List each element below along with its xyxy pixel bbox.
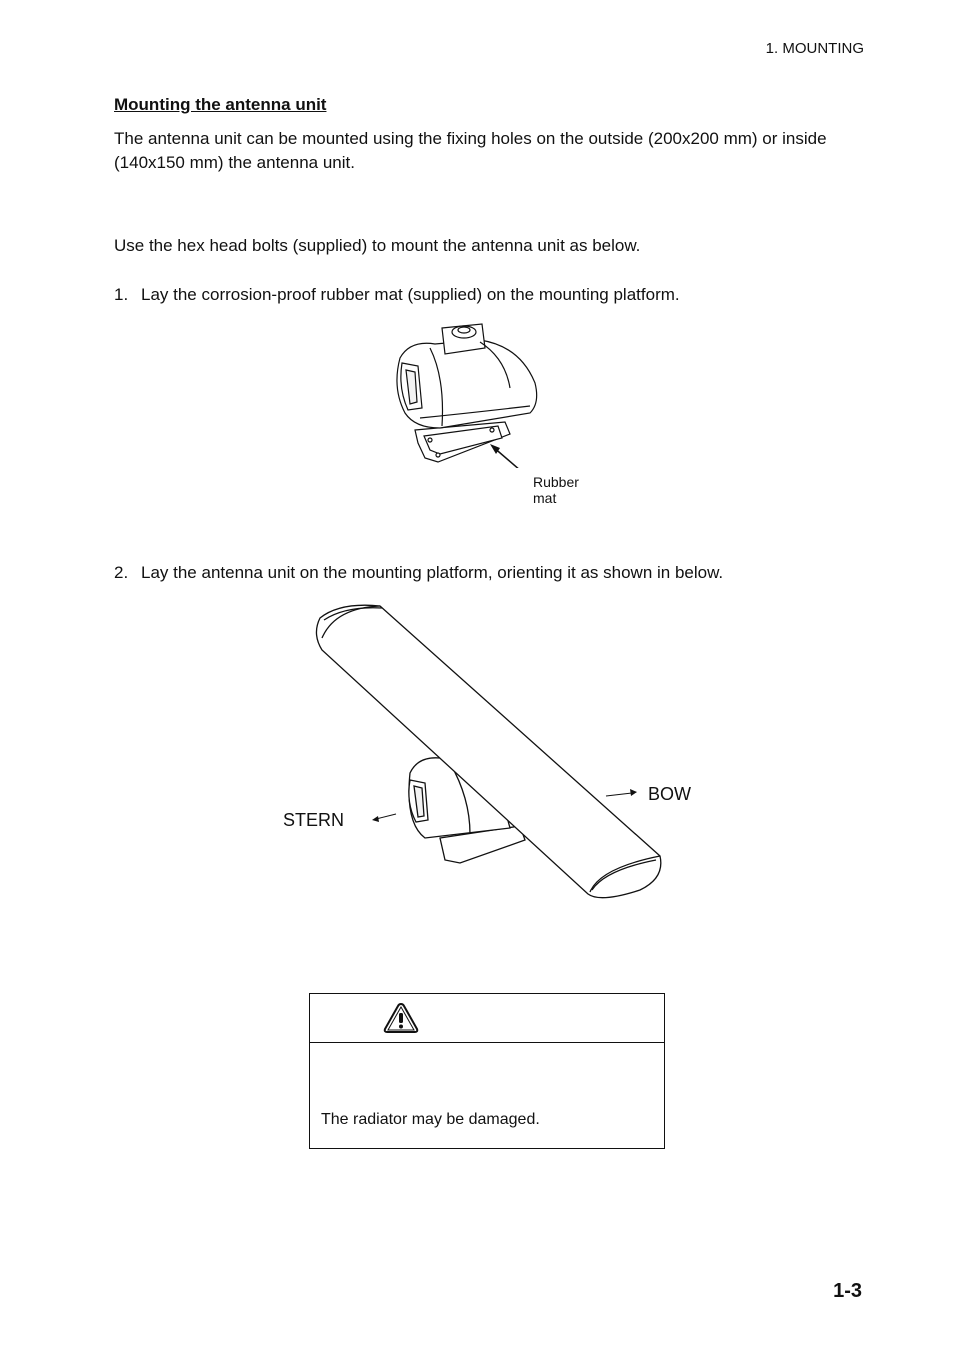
direction-arrows: [360, 780, 660, 830]
intro-paragraph: The antenna unit can be mounted using the fixing holes on the outside (200x200 mm) or inside (140x150 mm) the antenna unit.: [114, 129, 827, 172]
step-text: Lay the antenna unit on the mounting platform, orienting it as shown in below.: [141, 563, 724, 582]
caution-box: [309, 993, 665, 1149]
callout-line-2: mat: [533, 490, 557, 506]
section-title: Mounting the antenna unit: [114, 95, 327, 114]
step-1: [114, 283, 680, 307]
rubber-mat-callout: [533, 474, 593, 506]
step-text: Lay the corrosion-proof rubber mat (supplied) on the mounting platform.: [141, 285, 680, 304]
stern-label: STERN: [283, 810, 345, 830]
caution-header: [310, 994, 664, 1043]
caution-text: The radiator may be damaged.: [321, 1111, 540, 1128]
bow-label: BOW: [648, 784, 691, 804]
warning-triangle-icon: [383, 1002, 419, 1034]
callout-line-1: Rubber: [533, 474, 579, 490]
pedestal-rubber-mat-figure: [380, 318, 550, 468]
step-number: 1.: [114, 285, 129, 304]
step-2: [114, 561, 723, 585]
running-header: 1. MOUNTING: [765, 40, 864, 57]
page-number: 1-3: [833, 1280, 862, 1302]
antenna-orientation-figure: [300, 598, 670, 908]
step-number: 2.: [114, 563, 129, 582]
instruction-paragraph: Use the hex head bolts (supplied) to mount the antenna unit as below.: [114, 236, 641, 255]
